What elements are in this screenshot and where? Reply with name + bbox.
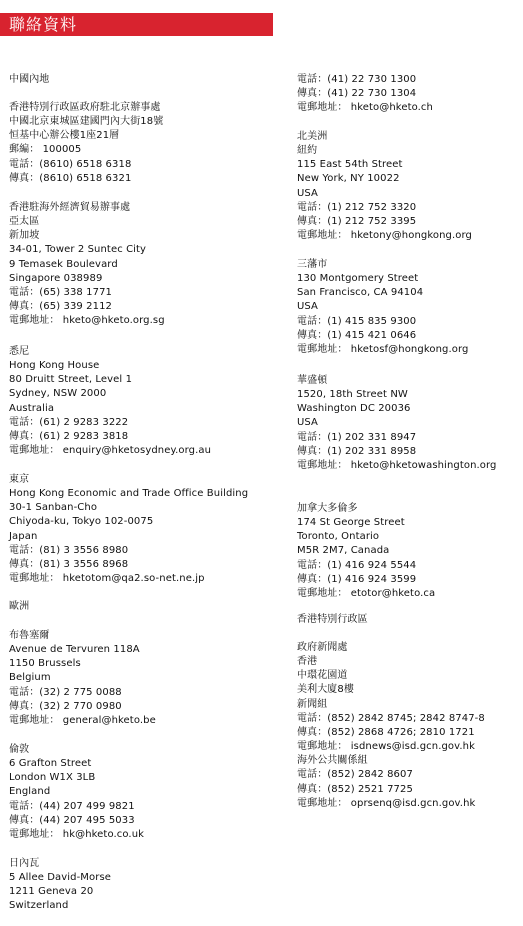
text-line: 傳真：(65) 339 2112 [9, 301, 113, 313]
contact-block-beijing [9, 101, 163, 186]
text-line: 傳真：(852) 2521 7725 [297, 783, 413, 795]
contact-block-new-york [297, 130, 472, 243]
text-line: 亞太區 [9, 216, 40, 228]
text-line: USA [297, 301, 318, 313]
text-line: England [9, 786, 51, 798]
text-line: 中環花園道 [297, 670, 348, 682]
text-line: 電話：(44) 207 499 9821 [9, 800, 135, 812]
email-line[interactable]: 電郵地址： isdnews@isd.gcn.gov.hk [297, 741, 475, 753]
text-line: 5 Allee David-Morse [9, 872, 112, 884]
header-bar [0, 13, 273, 36]
text-line: 電話：(1) 202 331 8947 [297, 431, 417, 443]
text-line: 美利大廈8樓 [297, 684, 354, 696]
block-heading: 加拿大多倫多 [297, 503, 358, 514]
contact-block-brussels [9, 629, 156, 728]
text-line: 紐約 [297, 145, 318, 157]
text-line: 傳真：(1) 415 421 0646 [297, 329, 417, 341]
text-line: 傳真：(41) 22 730 1304 [297, 88, 417, 100]
text-line: Singapore 038989 [9, 272, 103, 284]
text-line: Australia [9, 402, 55, 414]
block-heading: 歐洲 [9, 601, 30, 612]
page-title: 聯絡資料 [9, 15, 78, 34]
text-line: 新聞組 [297, 698, 328, 710]
text-line: 海外公共關係組 [297, 755, 368, 767]
contact-block-toronto [297, 502, 435, 601]
text-line: 傳真：(852) 2868 4726; 2810 1721 [297, 726, 475, 738]
text-line: Toronto, Ontario [297, 531, 380, 543]
text-line: 新加坡 [9, 230, 40, 242]
email-line[interactable]: 電郵地址： hketo@hketo.org.sg [9, 315, 165, 327]
block-heading: 香港特別行政區 [297, 614, 368, 625]
contact-block-singapore [9, 201, 165, 328]
text-line: 30-1 Sanban-Cho [9, 502, 98, 514]
text-line: 香港 [297, 656, 318, 668]
text-line: USA [297, 417, 318, 429]
email-line[interactable]: 電郵地址： general@hketo.be [9, 714, 156, 726]
block-heading: 東京 [9, 474, 30, 485]
block-heading: 香港駐海外經濟貿易辦事處 [9, 202, 131, 213]
text-line: 電話：(61) 2 9283 3222 [9, 416, 129, 428]
text-line: Hong Kong House [9, 360, 100, 372]
text-line: 電話：(1) 416 924 5544 [297, 559, 417, 571]
contact-block-tokyo [9, 473, 248, 586]
text-line: 電話：(81) 3 3556 8980 [9, 544, 129, 556]
contact-block-sydney [9, 345, 211, 458]
block-heading: 華盛頓 [297, 375, 328, 386]
email-line[interactable]: 電郵地址： enquiry@hketosydney.org.au [9, 445, 212, 457]
contact-block-china-heading [9, 73, 49, 87]
contact-block-geneva [9, 857, 111, 914]
contact-block-isd [297, 641, 485, 811]
text-line: 130 Montgomery Street [297, 273, 419, 285]
text-line: 中國北京東城區建國門內大街18號 [9, 116, 164, 128]
block-heading: 電話：(41) 22 730 1300 [297, 74, 417, 85]
text-line: Switzerland [9, 900, 69, 912]
email-line[interactable]: 電郵地址： hketotom@qa2.so-net.ne.jp [9, 573, 205, 585]
text-line: San Francisco, CA 94104 [297, 287, 424, 299]
email-line[interactable]: 電郵地址： hk@hketo.co.uk [9, 828, 145, 840]
text-line: 電話：(8610) 6518 6318 [9, 158, 132, 170]
contact-block-san-francisco [297, 258, 468, 357]
text-line: 傳真：(61) 2 9283 3818 [9, 430, 129, 442]
text-line: 6 Grafton Street [9, 758, 92, 770]
text-line: 34-01, Tower 2 Suntec City [9, 244, 147, 256]
text-line: 傳真：(32) 2 770 0980 [9, 700, 122, 712]
text-line: Chiyoda-ku, Tokyo 102-0075 [9, 516, 154, 528]
contact-block-hksar-heading [297, 613, 368, 627]
text-line: 電話：(852) 2842 8607 [297, 769, 413, 781]
text-line: 1520, 18th Street NW [297, 389, 408, 401]
text-line: 傳真：(44) 207 495 5033 [9, 814, 135, 826]
email-line[interactable]: 電郵地址： hketo@hketo.ch [297, 102, 433, 114]
email-line[interactable]: 電郵地址： hketosf@hongkong.org [297, 343, 469, 355]
text-line: 115 East 54th Street [297, 159, 403, 171]
text-line: 傳真：(1) 416 924 3599 [297, 573, 417, 585]
text-line: M5R 2M7, Canada [297, 545, 390, 557]
text-line: 1211 Geneva 20 [9, 886, 94, 898]
text-line: Sydney, NSW 2000 [9, 388, 107, 400]
text-line: London W1X 3LB [9, 772, 96, 784]
text-line: Belgium [9, 672, 51, 684]
text-line: 郵編： 100005 [9, 144, 82, 156]
text-line: Japan [9, 530, 38, 542]
text-line: Washington DC 20036 [297, 403, 411, 415]
text-line: 傳真：(1) 202 331 8958 [297, 445, 417, 457]
text-line: 電話：(852) 2842 8745; 2842 8747-8 [297, 712, 485, 724]
block-heading: 日內瓦 [9, 858, 40, 869]
text-line: Hong Kong Economic and Trade Office Building [9, 488, 249, 500]
block-heading: 香港特別行政區政府駐北京辦事處 [9, 102, 161, 113]
email-line[interactable]: 電郵地址： hketony@hongkong.org [297, 230, 472, 242]
text-line: 傳真：(8610) 6518 6321 [9, 172, 132, 184]
block-heading: 北美洲 [297, 131, 328, 142]
email-line[interactable]: 電郵地址： hketo@hketowashington.org [297, 459, 497, 471]
block-heading: 政府新聞處 [297, 642, 348, 653]
block-heading: 中國內地 [9, 74, 50, 85]
text-line: 傳真：(81) 3 3556 8968 [9, 558, 129, 570]
text-line: 傳真：(1) 212 752 3395 [297, 215, 417, 227]
contact-block-europe-heading [9, 600, 29, 614]
block-heading: 布魯塞爾 [9, 630, 50, 641]
text-line: 電話：(65) 338 1771 [9, 286, 113, 298]
email-line[interactable]: 電郵地址： oprsenq@isd.gcn.gov.hk [297, 797, 476, 809]
contact-block-london [9, 743, 144, 842]
text-line: 174 St George Street [297, 517, 405, 529]
block-heading: 三藩市 [297, 259, 328, 270]
text-line: 恒基中心辦公樓1座21層 [9, 130, 120, 142]
block-heading: 倫敦 [9, 744, 30, 755]
contact-block-geneva-contact [297, 73, 433, 115]
text-line: 1150 Brussels [9, 658, 81, 670]
text-line: 電話：(1) 415 835 9300 [297, 315, 417, 327]
contact-block-washington [297, 374, 496, 473]
text-line: 電話：(32) 2 775 0088 [9, 686, 122, 698]
text-line: 80 Druitt Street, Level 1 [9, 374, 133, 386]
text-line: 9 Temasek Boulevard [9, 258, 118, 270]
text-line: Avenue de Tervuren 118A [9, 644, 140, 656]
text-line: 電話：(1) 212 752 3320 [297, 201, 417, 213]
text-line: New York, NY 10022 [297, 173, 400, 185]
block-heading: 悉尼 [9, 346, 30, 357]
text-line: USA [297, 187, 318, 199]
email-line[interactable]: 電郵地址： etotor@hketo.ca [297, 587, 436, 599]
